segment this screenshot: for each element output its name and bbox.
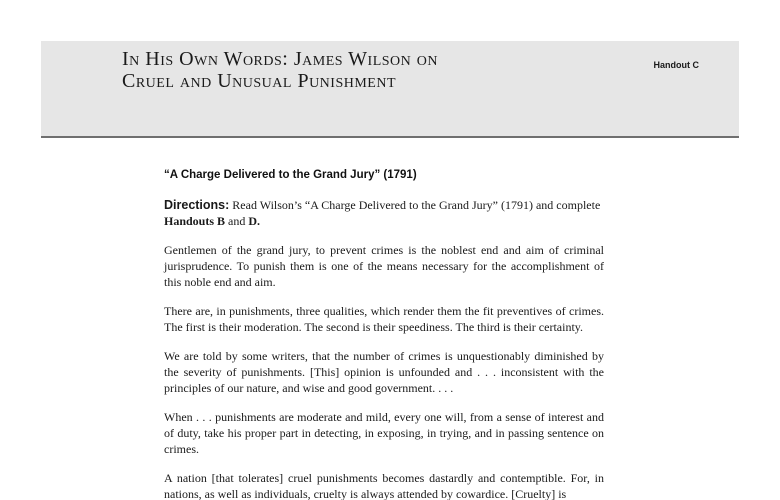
page-title [122,48,438,92]
paragraph-2: There are, in punishments, three qualities, which render them the fit preventives of crimes. The first is their moderation. The second is their speediness. The third is their certainty. [164,304,604,334]
document-body [164,168,604,500]
paragraph-4: When . . . punishments are moderate and mild, every one will, from a sense of interest and of duty, take his proper part in detecting, in exposing, in trying, and in passing sentence on crimes. [164,410,604,456]
paragraph-1: Gentlemen of the grand jury, to prevent crimes is the noblest end and aim of criminal jurisprudence. To punish them is one of the means necessary for the accomplishment of this noble end and aim. [164,243,604,289]
paragraph-5: A nation [that tolerates] cruel punishments becomes dastardly and contemptible. For, in nations, as well as individuals, cruelty is always attended by cowardice. [Cruelty] is [164,471,604,500]
document-subtitle: “A Charge Delivered to the Grand Jury” (1791) [164,169,417,181]
title-line-1: In His Own Words: James Wilson on [122,48,438,70]
handouts-b-ref: Handouts B [164,214,226,228]
handout-d-ref: D. [248,214,261,228]
paragraph-3: We are told by some writers, that the number of crimes is unquestionably diminished by the severity of punishments. [This] opinion is unfounded and . . . inconsistent with the principles of our nature, and wise and good government. . . . [164,349,604,395]
directions-text: Read Wilson’s “A Charge Delivered to the Grand Jury” (1791) and complete [229,198,601,212]
directions [164,197,604,229]
handout-label: Handout C [653,60,699,70]
title-line-2: Cruel and Unusual Punishment [122,70,397,92]
directions-label: Directions: [164,198,230,212]
directions-and: and [225,214,249,228]
